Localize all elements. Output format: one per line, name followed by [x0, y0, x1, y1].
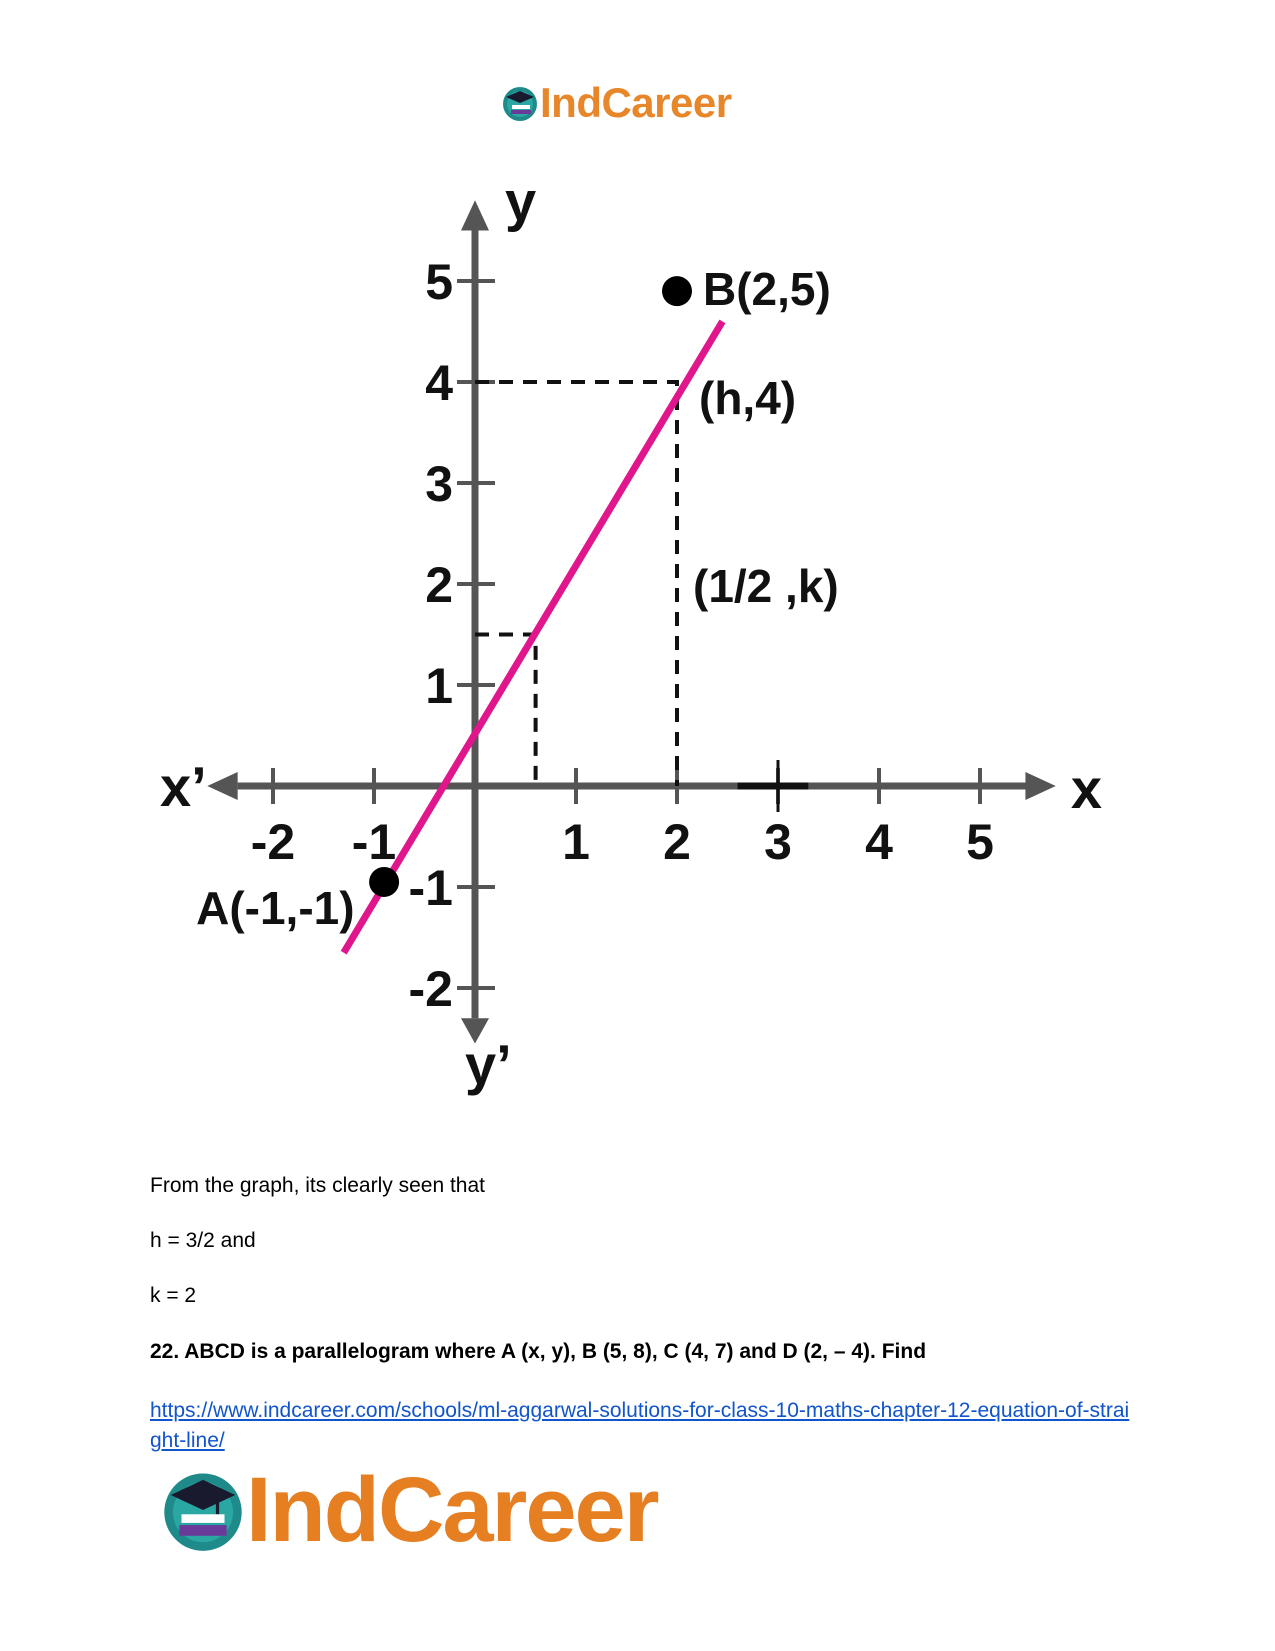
y-axis-label: y — [505, 169, 537, 233]
question-22: 22. ABCD is a parallelogram where A (x, y), B (5, 8), C (4, 7) and D (2, – 4). Find — [150, 1340, 927, 1363]
y-tick-label: -2 — [408, 961, 453, 1017]
y-tick-label: 3 — [425, 456, 453, 512]
y-axis-neg-label: y’ — [465, 1032, 512, 1096]
x-tick-label: 5 — [966, 814, 994, 870]
labels — [160, 169, 1102, 1096]
x-tick-label: -2 — [250, 814, 296, 870]
x-tick-label: 2 — [663, 814, 691, 870]
dashed-guide-k — [475, 635, 536, 787]
source-link[interactable]: https://www.indcareer.com/schools/ml-aggarwal-solutions-for-class-10-maths-chapter-12-equation-of-straight-line/ — [150, 1399, 1130, 1452]
body-line-1: From the graph, its clearly seen that — [150, 1174, 485, 1197]
x-tick-label: -1 — [351, 814, 397, 870]
y-tick-label: -1 — [408, 860, 453, 916]
annotation-label: (1/2 ,k) — [693, 560, 839, 612]
y-axis-arrow-up — [461, 200, 489, 230]
y-tick-label: 5 — [425, 254, 453, 310]
point-label: A(-1,-1) — [196, 881, 355, 934]
data-point — [369, 867, 399, 897]
logo-text: IndCareer — [246, 1458, 658, 1561]
x-tick-label: 1 — [562, 814, 590, 870]
y-tick-label: 1 — [425, 658, 453, 714]
y-tick-label: 2 — [425, 557, 453, 613]
x-axis-arrow-left — [207, 772, 237, 800]
indcareer-logo-bottom[interactable] — [160, 1460, 658, 1560]
body-line-2: h = 3/2 and — [150, 1229, 256, 1252]
y-tick-label: 4 — [425, 355, 453, 411]
x-axis-arrow-right — [1025, 772, 1055, 800]
x-tick-label: 4 — [865, 814, 893, 870]
logo-text: IndCareer — [540, 79, 732, 126]
point-label: B(2,5) — [703, 263, 831, 316]
data-point — [662, 276, 692, 306]
annotation-label: (h,4) — [699, 372, 797, 424]
x-axis-label: x — [1070, 757, 1103, 820]
x-axis-neg-label: x’ — [160, 755, 207, 818]
graduation-globe-icon — [160, 1467, 246, 1553]
body-line-3: k = 2 — [150, 1284, 197, 1307]
x-tick-label: 3 — [764, 814, 792, 870]
